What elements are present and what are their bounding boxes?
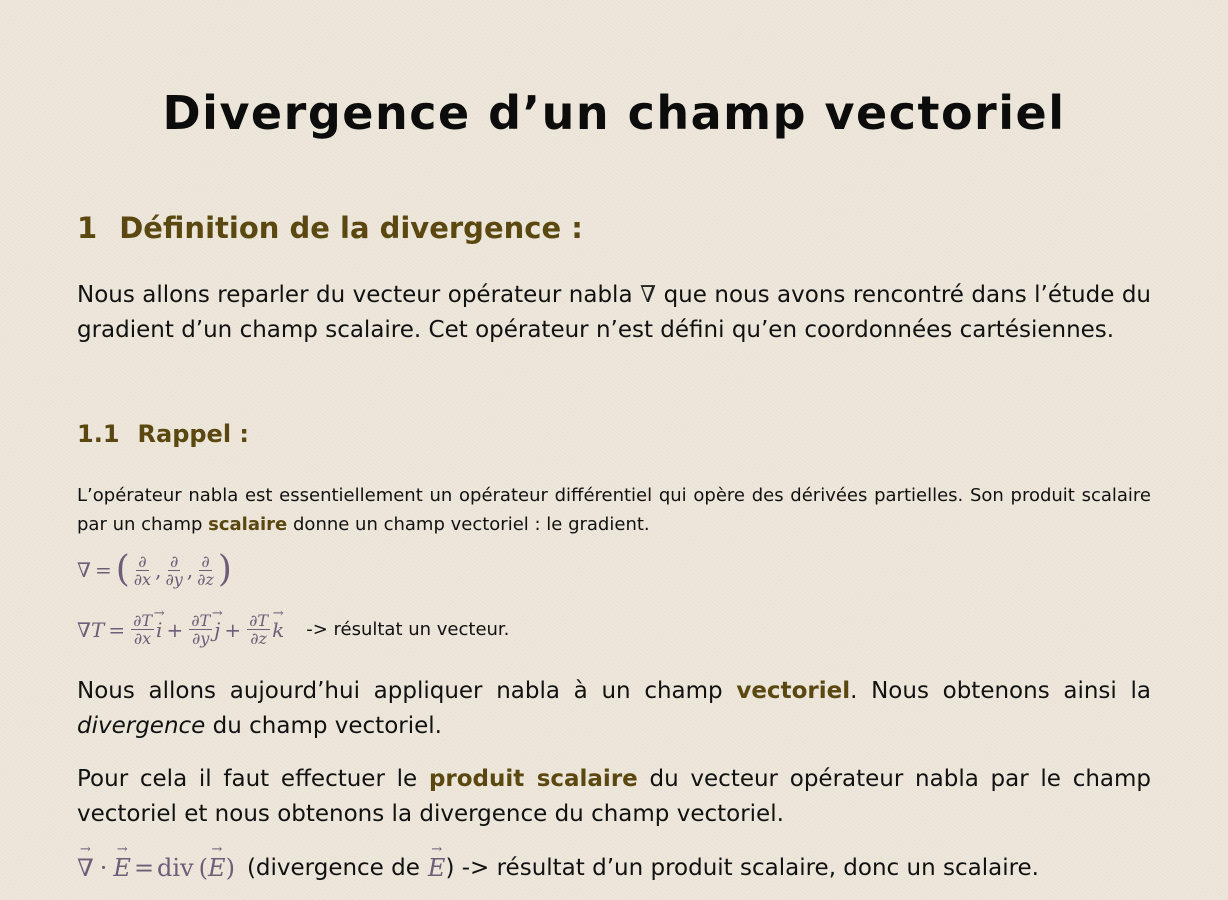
intro-text-after: que nous avons rencontré dans l’étude du gradient d’un champ scalaire. Cet opérateur n’est défini qu’en coordonnées cartésiennes.: [77, 282, 1152, 343]
fraction-d-dx: [132, 553, 153, 588]
intro-paragraph: [77, 278, 1151, 348]
frac2-numerator: ∂: [169, 551, 179, 571]
rappel-paragraph: [77, 481, 1151, 539]
intro-text-before: Nous allons reparler du vecteur opérateur nabla: [77, 282, 633, 308]
formula-gradient: [77, 612, 509, 647]
highlight-produit-scalaire: produit scalaire: [428, 766, 638, 792]
produit-text-1: Pour cela il faut effectuer le: [77, 766, 418, 792]
subsection-title: Rappel :: [137, 420, 250, 448]
section-title: Définition de la divergence :: [119, 211, 583, 245]
frac-dT-dy-numerator: ∂T: [191, 611, 211, 630]
frac-dT-dz-numerator: ∂T: [249, 611, 269, 630]
highlight-vectoriel: vectoriel: [736, 678, 851, 704]
fraction-d-dy: [163, 553, 184, 588]
vectoriel-paragraph: [77, 674, 1151, 744]
dot-product-symbol: ·: [99, 854, 108, 882]
div-operator: div: [157, 854, 194, 882]
formula1-comma-1: ,: [155, 558, 162, 582]
section-heading: [77, 211, 583, 245]
fraction-dT-dy: [189, 612, 212, 647]
unit-vector-j: → j: [214, 618, 220, 642]
fraction-dT-dx: [131, 612, 154, 647]
rappel-text-2: donne un champ vectoriel : le gradient.: [293, 514, 650, 535]
vectoriel-text-3: du champ vectoriel.: [212, 713, 442, 739]
produit-text-2: du vecteur opérateur nabla par le champ vectoriel et nous obtenons la divergence du champ vectoriel.: [77, 766, 1152, 827]
frac1-numerator: ∂: [138, 551, 147, 571]
formula2-equals: =: [108, 617, 126, 642]
div-close-paren: ): [225, 854, 235, 882]
formula2-lhs: ∇T: [77, 617, 105, 642]
divergence-formula-line: [77, 854, 1039, 882]
vectoriel-text-1: Nous allons aujourd’hui appliquer nabla à un champ: [77, 678, 723, 704]
formula2-result-text: -> résultat un vecteur.: [306, 619, 510, 640]
vector-nabla: → ∇: [77, 854, 94, 882]
formula1-comma-2: ,: [186, 558, 194, 582]
frac3-denominator: ∂z: [197, 569, 214, 589]
final-equals: =: [133, 854, 155, 882]
formula1-close-paren: ): [217, 549, 232, 590]
fraction-d-dz: [195, 553, 216, 588]
frac-dT-dy-denominator: ∂y: [192, 629, 210, 648]
section-number: 1: [77, 211, 98, 245]
subsection-heading: [77, 420, 249, 448]
subsection-number: 1.1: [77, 420, 120, 448]
formula2-plus-2: +: [224, 617, 242, 642]
formula1-open-paren: (: [115, 549, 130, 590]
unit-vector-k: → k: [272, 618, 284, 642]
vector-E-inline: → E: [428, 854, 446, 882]
unit-vector-i: → i: [156, 618, 162, 642]
frac-dT-dz-denominator: ∂z: [250, 629, 267, 648]
div-open-paren: (: [198, 854, 209, 882]
vector-E-left: → E: [113, 854, 131, 882]
frac2-denominator: ∂y: [165, 569, 183, 589]
fraction-dT-dz: [247, 612, 270, 647]
highlight-scalaire: scalaire: [208, 514, 288, 535]
emphasis-divergence: divergence: [77, 713, 206, 739]
formula1-nabla: ∇: [77, 558, 91, 582]
final-text-1: (divergence de: [246, 855, 420, 881]
nabla-symbol: ∇: [640, 282, 657, 308]
frac1-denominator: ∂x: [133, 569, 152, 589]
frac3-numerator: ∂: [201, 551, 210, 571]
formula-nabla-definition: [77, 549, 232, 590]
vector-E-arg: → E: [208, 854, 226, 882]
rappel-text-1: L’opérateur nabla est essentiellement un opérateur différentiel qui opère des dérivées partielles. Son produit scalaire par un champ: [77, 485, 1151, 535]
formula1-equals: =: [94, 558, 112, 582]
frac-dT-dx-numerator: ∂T: [133, 611, 153, 630]
frac-dT-dx-denominator: ∂x: [133, 629, 152, 648]
page-title: Divergence d’un champ vectoriel: [162, 86, 1066, 140]
vectoriel-text-2: . Nous obtenons ainsi la: [850, 678, 1151, 704]
produit-scalaire-paragraph: [77, 762, 1151, 832]
final-text-2: ) -> résultat d’un produit scalaire, donc un scalaire.: [445, 855, 1039, 881]
formula2-plus-1: +: [166, 617, 184, 642]
